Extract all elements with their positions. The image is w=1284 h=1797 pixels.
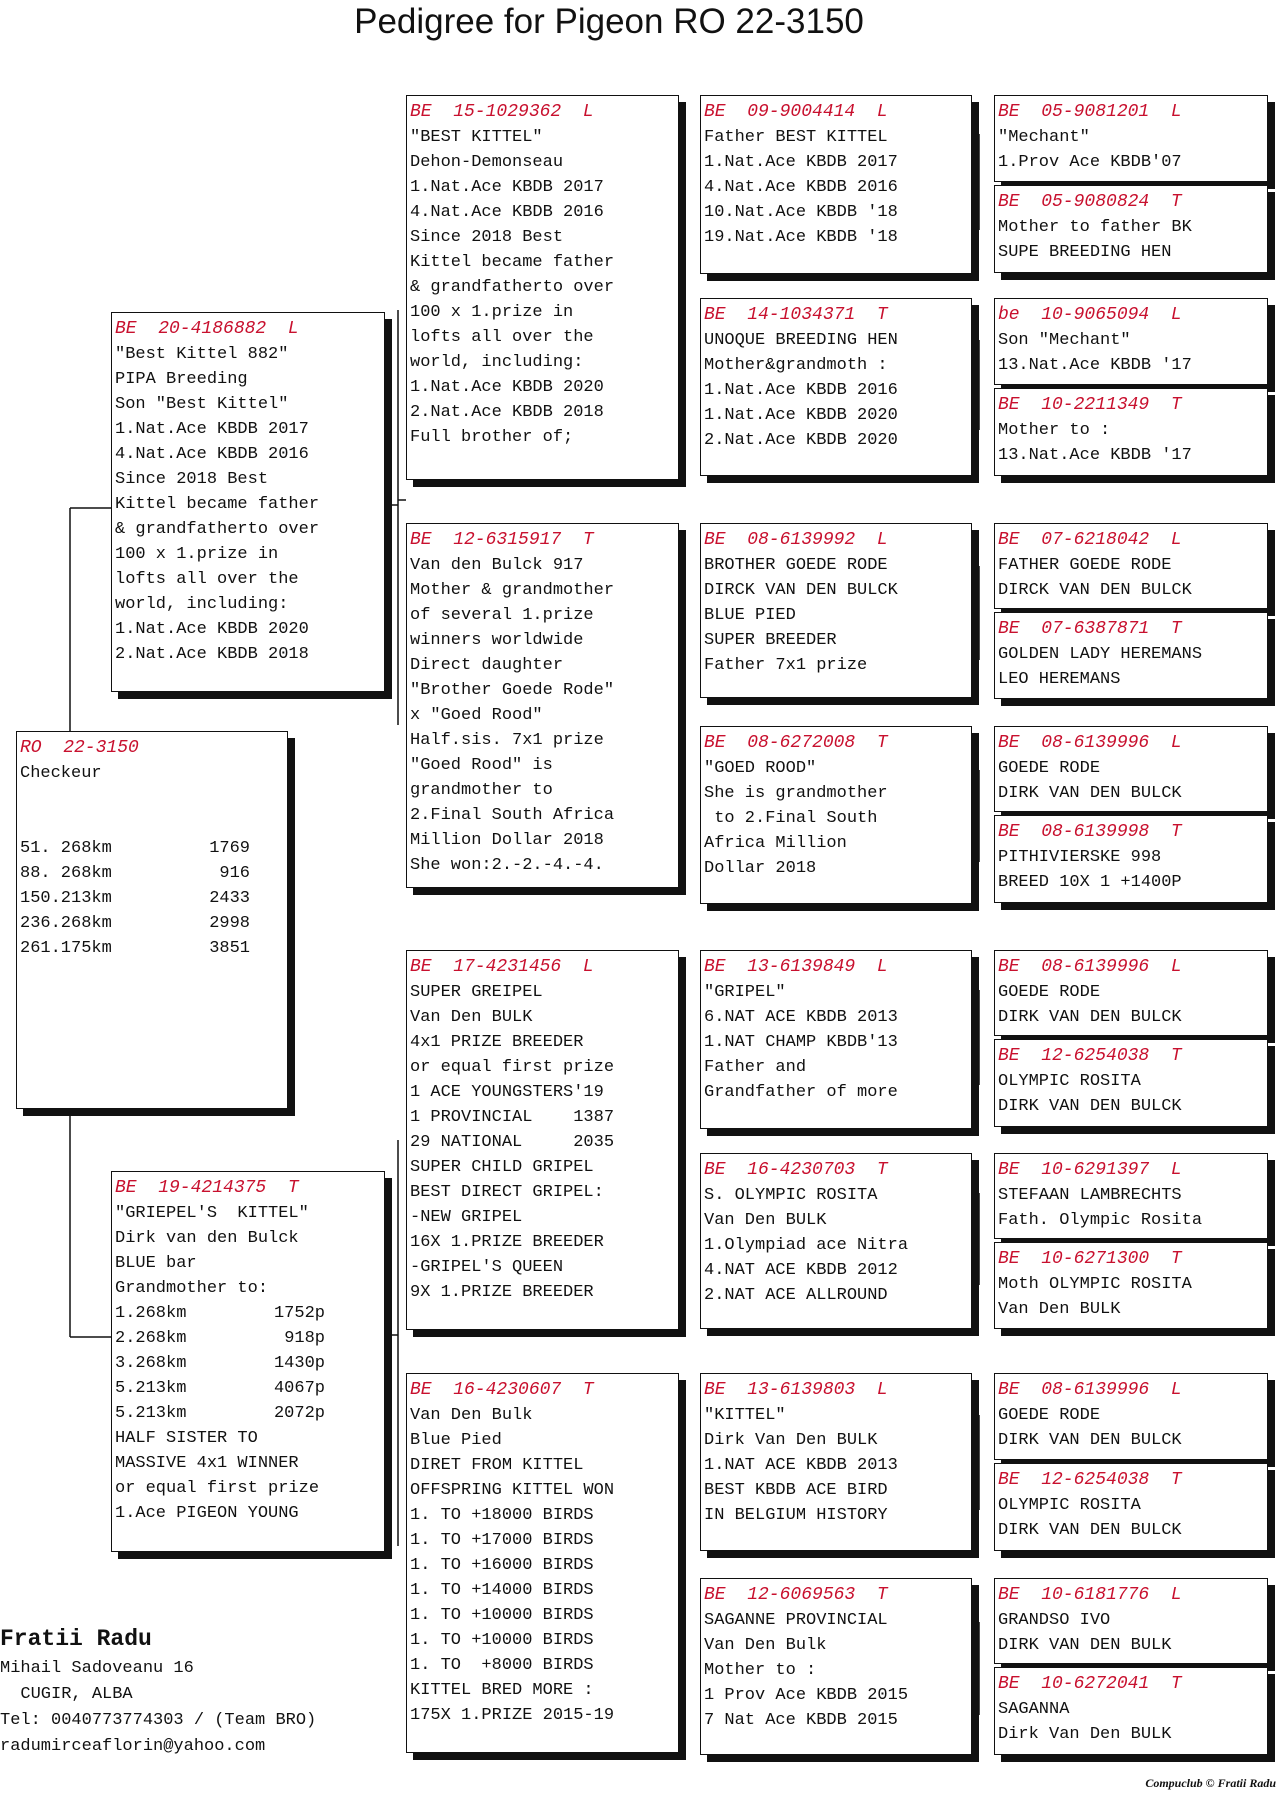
pedigree-line: Son "Mechant" — [998, 331, 1131, 350]
pedigree-line: S. OLYMPIC ROSITA — [704, 1186, 878, 1205]
pedigree-line: 4.NAT ACE KBDB 2012 — [704, 1261, 898, 1280]
ring-number: BE 08-6139992 L — [704, 530, 888, 550]
pedigree-line: Van Den BULK — [704, 1211, 827, 1230]
ring-number: BE 08-6139996 L — [998, 1380, 1182, 1400]
pedigree-line: 100 x 1.prize in — [115, 545, 279, 564]
ring-number: BE 13-6139803 L — [704, 1380, 888, 1400]
pigeon-card-great-great-grandparent — [994, 1242, 1268, 1329]
pedigree-line: Since 2018 Best — [410, 228, 564, 247]
pedigree-line: Father BEST KITTEL — [704, 128, 888, 147]
pedigree-line: 4.Nat.Ace KBDB 2016 — [704, 178, 898, 197]
race-result-row: 88. 268km 916 — [20, 864, 250, 883]
pedigree-line: -NEW GRIPEL — [410, 1208, 523, 1227]
pedigree-line: Blue Pied — [410, 1431, 502, 1450]
ring-number: BE 10-6291397 L — [998, 1160, 1182, 1180]
pedigree-line: "Best Kittel 882" — [115, 345, 289, 364]
pedigree-line: Van Den Bulk — [410, 1406, 533, 1425]
pedigree-line: 10.Nat.Ace KBDB '18 — [704, 203, 898, 222]
pedigree-line: 2.Final South Africa — [410, 806, 615, 825]
pigeon-card-grandparent — [406, 523, 679, 888]
pedigree-line: 1.Nat.Ace KBDB 2016 — [704, 381, 898, 400]
pedigree-line: GOEDE RODE — [998, 983, 1101, 1002]
pedigree-line: 1.Nat.Ace KBDB 2020 — [704, 406, 898, 425]
pigeon-card-great-great-grandparent — [994, 1153, 1268, 1239]
pedigree-line: Dollar 2018 — [704, 859, 817, 878]
pigeon-card-great-great-grandparent — [994, 523, 1268, 609]
pedigree-line: BEST DIRECT GRIPEL: — [410, 1183, 604, 1202]
pedigree-line: MASSIVE 4x1 WINNER — [115, 1454, 299, 1473]
pedigree-line: 16X 1.PRIZE BREEDER — [410, 1233, 604, 1252]
pedigree-line: 13.Nat.Ace KBDB '17 — [998, 446, 1192, 465]
pedigree-line: or equal first prize — [410, 1058, 615, 1077]
pedigree-line: SUPE BREEDING HEN — [998, 243, 1172, 262]
pedigree-line: 1.Nat.Ace KBDB 2020 — [410, 378, 604, 397]
race-result-row: 51. 268km 1769 — [20, 839, 250, 858]
ring-number: BE 12-6254038 T — [998, 1046, 1182, 1066]
pedigree-line: 6.NAT ACE KBDB 2013 — [704, 1008, 898, 1027]
pigeon-card-great-great-grandparent — [994, 1578, 1268, 1664]
pedigree-line: DIRCK VAN DEN BULCK — [998, 581, 1192, 600]
ring-number: BE 10-2211349 T — [998, 395, 1182, 415]
pedigree-line: UNOQUE BREEDING HEN — [704, 331, 898, 350]
pedigree-line: 1.Nat.Ace KBDB 2020 — [115, 620, 309, 639]
ring-number: RO 22-3150 — [20, 738, 139, 758]
pedigree-line: Grandfather of more — [704, 1083, 898, 1102]
pedigree-line: "Mechant" — [998, 128, 1090, 147]
pedigree-line: 1.Nat.Ace KBDB 2017 — [704, 153, 898, 172]
pedigree-line: 1. TO +18000 BIRDS — [410, 1506, 594, 1525]
pedigree-line: Dirk Van Den BULK — [998, 1725, 1172, 1744]
pedigree-line: world, including: — [115, 595, 289, 614]
pedigree-line: Dirk van den Bulck — [115, 1229, 299, 1248]
pedigree-line: lofts all over the — [115, 570, 299, 589]
pedigree-line: KITTEL BRED MORE : — [410, 1681, 594, 1700]
pedigree-line: 2.Nat.Ace KBDB 2020 — [704, 431, 898, 450]
pedigree-line: Million Dollar 2018 — [410, 831, 604, 850]
pedigree-line: 2.Nat.Ace KBDB 2018 — [410, 403, 604, 422]
pigeon-card-great-grandparent — [700, 523, 972, 698]
pedigree-line: DIRK VAN DEN BULCK — [998, 1097, 1182, 1116]
pedigree-line: "GOED ROOD" — [704, 759, 817, 778]
owner-name: Fratii Radu — [0, 1626, 152, 1652]
pedigree-line: Dirk Van Den BULK — [704, 1431, 878, 1450]
pigeon-card-great-grandparent — [700, 1153, 972, 1329]
pedigree-line: GOLDEN LADY HEREMANS — [998, 645, 1203, 664]
pedigree-line: Fath. Olympic Rosita — [998, 1211, 1203, 1230]
pedigree-line: Mother&grandmoth : — [704, 356, 888, 375]
pedigree-line: & grandfatherto over — [410, 278, 615, 297]
pedigree-line: GRANDSO IVO — [998, 1611, 1111, 1630]
pedigree-line: 1. TO +8000 BIRDS — [410, 1656, 594, 1675]
pigeon-card-great-great-grandparent — [994, 298, 1268, 385]
pedigree-line: Half.sis. 7x1 prize — [410, 731, 604, 750]
pedigree-line: "GRIEPEL'S KITTEL" — [115, 1204, 309, 1223]
pedigree-line: of several 1.prize — [410, 606, 594, 625]
pigeon-card-great-great-grandparent — [994, 726, 1268, 812]
pedigree-line: world, including: — [410, 353, 584, 372]
pigeon-card-great-great-grandparent — [994, 815, 1268, 903]
pigeon-card-subject — [16, 731, 288, 1109]
pedigree-line: 1. TO +17000 BIRDS — [410, 1531, 594, 1550]
pedigree-line: to 2.Final South — [704, 809, 878, 828]
pedigree-line: 1 Prov Ace KBDB 2015 — [704, 1686, 909, 1705]
pedigree-line: GOEDE RODE — [998, 1406, 1101, 1425]
pigeon-card-great-great-grandparent — [994, 1667, 1268, 1755]
pedigree-line: 1.Nat.Ace KBDB 2017 — [410, 178, 604, 197]
pedigree-line: Mother & grandmother — [410, 581, 615, 600]
pedigree-line: SUPER CHILD GRIPEL — [410, 1158, 594, 1177]
pedigree-line: 9X 1.PRIZE BREEDER — [410, 1283, 594, 1302]
pedigree-line: 1. TO +10000 BIRDS — [410, 1631, 594, 1650]
pedigree-line: -GRIPEL'S QUEEN — [410, 1258, 564, 1277]
pedigree-line: Since 2018 Best — [115, 470, 269, 489]
owner-info — [0, 1622, 316, 1760]
pedigree-line: She is grandmother — [704, 784, 888, 803]
pedigree-line: x "Goed Rood" — [410, 706, 543, 725]
ring-number: BE 15-1029362 L — [410, 102, 594, 122]
pigeon-card-great-grandparent — [700, 298, 972, 476]
pedigree-line: Direct daughter — [410, 656, 564, 675]
race-result-row: 150.213km 2433 — [20, 889, 250, 908]
pedigree-line: BEST KBDB ACE BIRD — [704, 1481, 888, 1500]
pedigree-line: 19.Nat.Ace KBDB '18 — [704, 228, 898, 247]
pedigree-line: DIRK VAN DEN BULCK — [998, 1521, 1182, 1540]
pigeon-name: Checkeur — [20, 764, 102, 783]
pigeon-card-mother — [111, 1171, 385, 1552]
pedigree-line: 4.Nat.Ace KBDB 2016 — [410, 203, 604, 222]
pedigree-line: HALF SISTER TO — [115, 1429, 258, 1448]
pigeon-card-great-great-grandparent — [994, 95, 1268, 182]
pigeon-card-great-great-grandparent — [994, 612, 1268, 699]
pedigree-line: Son "Best Kittel" — [115, 395, 289, 414]
owner-city: CUGIR, ALBA — [0, 1685, 133, 1704]
race-results — [20, 836, 283, 961]
race-result-row: 261.175km 3851 — [20, 939, 250, 958]
pedigree-line: OLYMPIC ROSITA — [998, 1496, 1141, 1515]
ring-number: BE 12-6315917 T — [410, 530, 594, 550]
pedigree-line: SAGANNA — [998, 1700, 1070, 1719]
pedigree-line: or equal first prize — [115, 1479, 320, 1498]
pedigree-line: BLUE bar — [115, 1254, 197, 1273]
pigeon-card-great-great-grandparent — [994, 950, 1268, 1036]
pedigree-line: OFFSPRING KITTEL WON — [410, 1481, 615, 1500]
pedigree-line: Moth OLYMPIC ROSITA — [998, 1275, 1192, 1294]
pedigree-line: DIRET FROM KITTEL — [410, 1456, 584, 1475]
pedigree-line: Mother to : — [998, 421, 1111, 440]
race-result-row: 5.213km 2072p — [115, 1404, 325, 1423]
pedigree-line: winners worldwide — [410, 631, 584, 650]
ring-number: BE 05-9080824 T — [998, 192, 1182, 212]
pedigree-line: Grandmother to: — [115, 1279, 269, 1298]
ring-number: BE 08-6139996 L — [998, 733, 1182, 753]
ring-number: BE 16-4230703 T — [704, 1160, 888, 1180]
ring-number: BE 13-6139849 L — [704, 957, 888, 977]
ring-number: BE 07-6218042 L — [998, 530, 1182, 550]
ring-number: BE 09-9004414 L — [704, 102, 888, 122]
pigeon-card-great-great-grandparent — [994, 1373, 1268, 1460]
pedigree-line: Father and — [704, 1058, 807, 1077]
pigeon-card-great-grandparent — [700, 95, 972, 274]
pigeon-card-great-grandparent — [700, 950, 972, 1129]
pedigree-line: "KITTEL" — [704, 1406, 786, 1425]
owner-email: radumirceaflorin@yahoo.com — [0, 1737, 266, 1756]
pedigree-line: 1. TO +14000 BIRDS — [410, 1581, 594, 1600]
ring-number: BE 10-6181776 L — [998, 1585, 1182, 1605]
pedigree-line: Africa Million — [704, 834, 847, 853]
pigeon-card-great-great-grandparent — [994, 1039, 1268, 1127]
pedigree-line: Full brother of; — [410, 428, 574, 447]
pedigree-line: lofts all over the — [410, 328, 594, 347]
pedigree-line: 100 x 1.prize in — [410, 303, 574, 322]
pedigree-line: DIRK VAN DEN BULCK — [998, 784, 1182, 803]
pedigree-line: 2.Nat.Ace KBDB 2018 — [115, 645, 309, 664]
pedigree-line: DIRK VAN DEN BULCK — [998, 1008, 1182, 1027]
pedigree-line: DIRK VAN DEN BULK — [998, 1636, 1172, 1655]
pedigree-line: 1 PROVINCIAL 1387 — [410, 1108, 615, 1127]
pedigree-line: FATHER GOEDE RODE — [998, 556, 1172, 575]
pigeon-card-great-grandparent — [700, 726, 972, 904]
pedigree-line: 1.Prov Ace KBDB'07 — [998, 153, 1182, 172]
race-result-row: 2.268km 918p — [115, 1329, 325, 1348]
pigeon-card-father — [111, 312, 385, 692]
pedigree-line: 7 Nat Ace KBDB 2015 — [704, 1711, 898, 1730]
pedigree-line: grandmother to — [410, 781, 553, 800]
pedigree-line: SUPER GREIPEL — [410, 983, 543, 1002]
pedigree-line: 29 NATIONAL 2035 — [410, 1133, 615, 1152]
pedigree-line: Father 7x1 prize — [704, 656, 868, 675]
ring-number: BE 08-6272008 T — [704, 733, 888, 753]
pigeon-card-great-grandparent — [700, 1578, 972, 1755]
pigeon-card-grandparent — [406, 950, 679, 1330]
pedigree-line: Mother to father BK — [998, 218, 1192, 237]
pedigree-line: 1.Nat.Ace KBDB 2017 — [115, 420, 309, 439]
pigeon-card-great-great-grandparent — [994, 1463, 1268, 1551]
owner-phone: Tel: 0040773774303 / (Team BRO) — [0, 1711, 317, 1730]
pedigree-line: "Brother Goede Rode" — [410, 681, 615, 700]
pedigree-line: 1 ACE YOUNGSTERS'19 — [410, 1083, 604, 1102]
ring-number: BE 08-6139996 L — [998, 957, 1182, 977]
pedigree-line: 4.Nat.Ace KBDB 2016 — [115, 445, 309, 464]
ring-number: BE 10-6271300 T — [998, 1249, 1182, 1269]
pedigree-line: 1.NAT CHAMP KBDB'13 — [704, 1033, 898, 1052]
pedigree-line: She won:2.-2.-4.-4. — [410, 856, 604, 875]
pigeon-card-great-great-grandparent — [994, 388, 1268, 476]
pigeon-card-grandparent — [406, 95, 679, 480]
pedigree-line: PIPA Breeding — [115, 370, 248, 389]
pedigree-line: BROTHER GOEDE RODE — [704, 556, 888, 575]
footer-credit: Compuclub © Fratii Radu — [1145, 1776, 1276, 1790]
ring-number: BE 14-1034371 T — [704, 305, 888, 325]
pedigree-line: DIRK VAN DEN BULCK — [998, 1431, 1182, 1450]
pedigree-line: "GRIPEL" — [704, 983, 786, 1002]
pedigree-line: PITHIVIERSKE 998 — [998, 848, 1162, 867]
race-result-row: 236.268km 2998 — [20, 914, 250, 933]
pedigree-line: Van Den BULK — [998, 1300, 1121, 1319]
pedigree-line: OLYMPIC ROSITA — [998, 1072, 1141, 1091]
pedigree-line: "Goed Rood" is — [410, 756, 553, 775]
pedigree-line: 1.Olympiad ace Nitra — [704, 1236, 909, 1255]
ring-number: be 10-9065094 L — [998, 305, 1182, 325]
race-result-row: 5.213km 4067p — [115, 1379, 325, 1398]
pigeon-card-great-great-grandparent — [994, 185, 1268, 273]
ring-number: BE 12-6069563 T — [704, 1585, 888, 1605]
ring-number: BE 10-6272041 T — [998, 1674, 1182, 1694]
pedigree-line: Van Den BULK — [410, 1008, 533, 1027]
ring-number: BE 07-6387871 T — [998, 619, 1182, 639]
ring-number: BE 16-4230607 T — [410, 1380, 594, 1400]
pedigree-line: Kittel became father — [410, 253, 615, 272]
pedigree-line: Van den Bulck 917 — [410, 556, 584, 575]
ring-number: BE 08-6139998 T — [998, 822, 1182, 842]
pedigree-line: SAGANNE PROVINCIAL — [704, 1611, 888, 1630]
pedigree-line: SUPER BREEDER — [704, 631, 837, 650]
page-title: Pedigree for Pigeon RO 22-3150 — [354, 2, 864, 41]
ring-number: BE 20-4186882 L — [115, 319, 299, 339]
pedigree-line: IN BELGIUM HISTORY — [704, 1506, 888, 1525]
pedigree-line: "BEST KITTEL" — [410, 128, 543, 147]
pedigree-line: 13.Nat.Ace KBDB '17 — [998, 356, 1192, 375]
pedigree-line: 175X 1.PRIZE 2015-19 — [410, 1706, 615, 1725]
owner-address: Mihail Sadoveanu 16 — [0, 1659, 194, 1678]
race-result-row: 1.268km 1752p — [115, 1304, 325, 1323]
pedigree-line: 2.NAT ACE ALLROUND — [704, 1286, 888, 1305]
pedigree-line: & grandfatherto over — [115, 520, 320, 539]
pedigree-line: DIRCK VAN DEN BULCK — [704, 581, 898, 600]
ring-number: BE 05-9081201 L — [998, 102, 1182, 122]
pedigree-line: Dehon-Demonseau — [410, 153, 564, 172]
pedigree-line: BLUE PIED — [704, 606, 796, 625]
pedigree-line: Van Den Bulk — [704, 1636, 827, 1655]
pigeon-card-great-grandparent — [700, 1373, 972, 1551]
ring-number: BE 12-6254038 T — [998, 1470, 1182, 1490]
pedigree-line: STEFAAN LAMBRECHTS — [998, 1186, 1182, 1205]
pedigree-line: 1.NAT ACE KBDB 2013 — [704, 1456, 898, 1475]
pigeon-card-grandparent — [406, 1373, 679, 1753]
pedigree-line: 1. TO +16000 BIRDS — [410, 1556, 594, 1575]
ring-number: BE 17-4231456 L — [410, 957, 594, 977]
pedigree-line: 1.Ace PIGEON YOUNG — [115, 1504, 299, 1523]
race-result-row: 3.268km 1430p — [115, 1354, 325, 1373]
pedigree-line: Kittel became father — [115, 495, 320, 514]
pedigree-line: GOEDE RODE — [998, 759, 1101, 778]
pedigree-line: 4x1 PRIZE BREEDER — [410, 1033, 584, 1052]
pedigree-line: BREED 10X 1 +1400P — [998, 873, 1182, 892]
ring-number: BE 19-4214375 T — [115, 1178, 299, 1198]
pedigree-line: LEO HEREMANS — [998, 670, 1121, 689]
pedigree-line: Mother to : — [704, 1661, 817, 1680]
pedigree-line: 1. TO +10000 BIRDS — [410, 1606, 594, 1625]
